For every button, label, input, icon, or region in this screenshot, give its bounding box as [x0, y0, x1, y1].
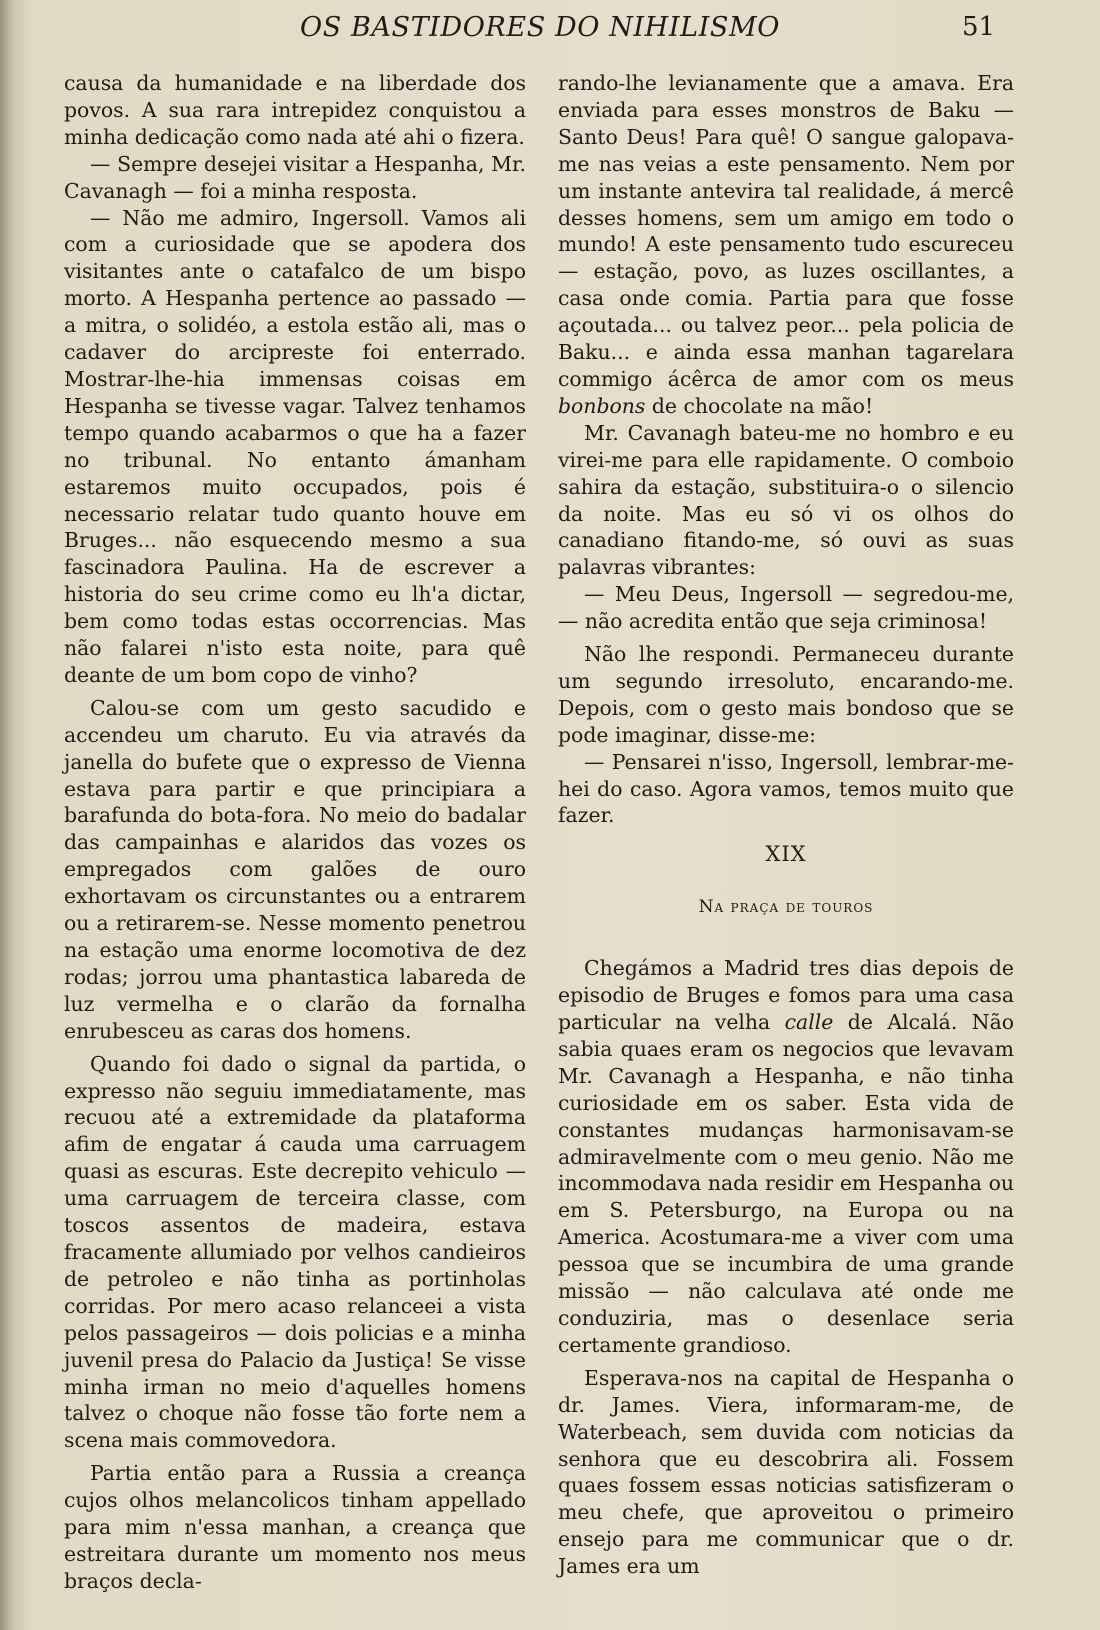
paragraph: — Pensarei n'isso, Ingersoll, lembrar-me-hei do caso. Agora vamos, temos muito que fazer.: [558, 749, 1014, 828]
paragraph: causa da humanidade e na liberdade dos povos. A sua rara intrepidez conquistou a minha dedicação como nada até ahi o fizera.: [64, 71, 526, 149]
paragraph-text: de Alcalá. Não sabia quaes eram os negocios que levavam Mr. Cavanagh a Hespanha, e não tinha curiosidade em os saber. Esta vida de constantes mudanças harmonisavam-se admiravelmente com o meu genio. Não me incommodava nada residir em Hespanha ou em S. Petersburgo, na Europa ou na America. Acostumara-me a viver com uma pessoa que se incumbira de uma grande missão — não calculava até onde me conduziria, mas o desenlace seria certamente grandioso.: [558, 1010, 1015, 1357]
paragraph-text: rando-lhe levianamente que a amava. Era enviada para esses monstros de Baku — Santo Deus! Para quê! O sangue galopava-me nas veias a este pensamento. Nem por um instante antevira tal realidade, á mercê desses homens, sem um amigo em todo o mundo! A este pensamento tudo escureceu — estação, povo, as luzes oscillantes, a casa onde comia. Partia para que fosse açoutada... ou talvez peor... pela policia de Baku... e ainda essa manhan tagarelara commigo ácêrca de amor com os meus: [558, 71, 1014, 391]
chapter-title: Na praça de touros: [698, 897, 874, 918]
paragraph: Partia então para a Russia a creança cujos olhos melancolicos tinham appellado para mim n'essa manhan, a creança que estreitara durante um momento nos meus braços decla-: [64, 1461, 526, 1593]
chapter-number: XIX: [765, 842, 807, 867]
italic-word: calle: [784, 1010, 834, 1034]
left-column: [64, 70, 526, 1595]
paragraph: [558, 70, 1014, 420]
paragraph: [558, 955, 1014, 1359]
paragraph: Esperava-nos na capital de Hespanha o dr. James. Viera, informaram-me, de Waterbeach, sem duvida com noticias da senhora que eu descobrira ali. Fossem quaes fossem essas noticias satisfizeram o meu chefe, que aproveitou o primeiro ensejo para me communicar que o dr. James era um: [558, 1365, 1014, 1579]
paragraph-text: de chocolate na mão!: [651, 393, 874, 418]
page-number: 51: [962, 12, 996, 42]
paragraph: Mr. Cavanagh bateu-me no hombro e eu virei-me para elle rapidamente. O comboio sahira da estação, substituira-o o silencio da noite. Mas eu só vi os olhos do canadiano fitando-me, só ouvi as suas palavras vibrantes:: [558, 420, 1014, 580]
paragraph: Não lhe respondi. Permaneceu durante um segundo irresoluto, encarando-me. Depois, com o gesto mais bondoso que se pode imaginar, disse-me:: [558, 642, 1014, 747]
italic-word: bonbons: [558, 393, 646, 418]
paragraph: Calou-se com um gesto sacudido e accendeu um charuto. Eu via através da janella do bufete que o expresso de Vienna estava para partir e que principiara a barafunda do bota-fora. No meio do badalar das campainhas e alaridos das vozes os empregados com galões de ouro exhortavam os circunstantes ou a entrarem ou a retirarem-se. Nesse momento penetrou na estação uma enorme locomotiva de dez rodas; jorrou uma phantastica labareda de luz vermelha e o clarão da fornalha enrubesceu as caras dos homens.: [64, 695, 526, 1043]
paragraph: — Sempre desejei visitar a Hespanha, Mr. Cavanagh — foi a minha resposta.: [64, 151, 526, 203]
page-header: [0, 12, 1100, 52]
right-column: [558, 70, 1014, 1580]
paragraph: — Não me admiro, Ingersoll. Vamos ali com a curiosidade que se apodera dos visitantes ante o catafalco de um bispo morto. A Hespanha pertence ao passado — a mitra, o solidéo, a estola estão ali, mas o cadaver do arcipreste foi enterrado. Mostrar-lhe-hia immensas coisas em Hespanha se tivesse vagar. Talvez tenhamos tempo quando acabarmos o que ha a fazer no tribunal. No entanto ámanham estaremos muito occupados, pois é necessario relatar tudo quanto houve em Bruges... não esquecendo mesmo a sua fascinadora Paulina. Ha de escrever a historia do seu crime como eu lh'a dictar, bem como todas estas occorrencias. Mas não falarei n'isto esta noite, para quê deante de um bom copo de vinho?: [64, 205, 526, 687]
paragraph: — Meu Deus, Ingersoll — segredou-me, — não acredita então que seja criminosa!: [558, 582, 1014, 634]
paragraph-text: Chegámos a Madrid tres dias depois de episodio de Bruges e fomos para uma casa particular na velha: [558, 956, 1014, 1034]
paragraph: Quando foi dado o signal da partida, o expresso não seguiu immediatamente, mas recuou até a extremidade da plataforma afim de engatar á cauda uma carruagem quasi as escuras. Este decrepito vehiculo — uma carruagem de terceira classe, com toscos assentos de madeira, estava fracamente allumiado por velhos candieiros de petroleo e não tinha as portinholas corridas. Por mero acaso relanceei a vista pelos passageiros — dois policias e a minha juvenil presa do Palacio da Justiça! Se visse minha irman no meio d'aquelles homens talvez o choque não fosse tão forte nem a scena mais commovedora.: [64, 1051, 526, 1453]
running-title: OS BASTIDORES DO NIHILISMO: [300, 12, 780, 43]
